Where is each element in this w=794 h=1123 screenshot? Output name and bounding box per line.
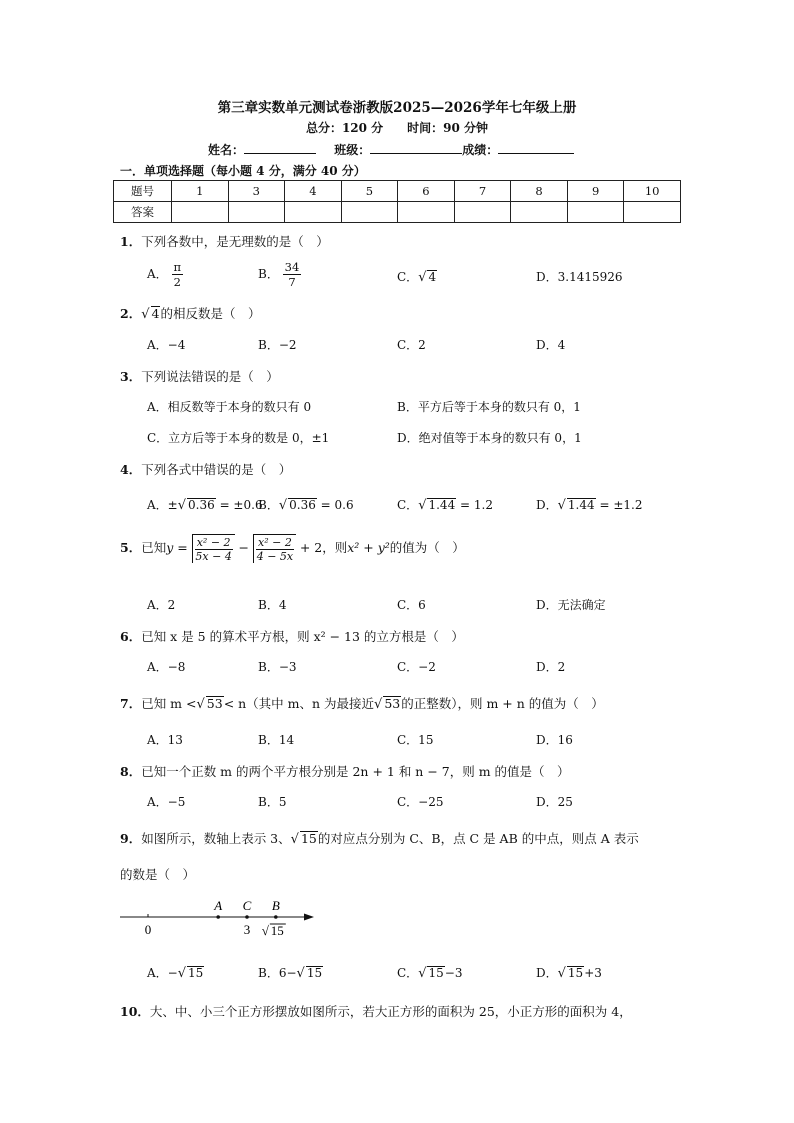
point-a: [216, 915, 220, 919]
expression: x² + y²: [347, 540, 390, 555]
question-stem: 下列各式中错误的是（ ）: [141, 462, 292, 477]
option-7c[interactable]: C．15: [397, 733, 434, 747]
option-value: = ±1.2: [595, 498, 643, 512]
question-stem: 下列说法错误的是（ ）: [141, 369, 279, 384]
radical-sign: √: [290, 832, 299, 847]
question-number: 3．: [120, 369, 142, 384]
denominator: 5x − 4: [195, 550, 232, 563]
option-6d[interactable]: D．2: [536, 660, 566, 674]
minus-sign: −: [238, 540, 250, 555]
option-4b[interactable]: [258, 496, 354, 513]
option-9a[interactable]: [147, 964, 204, 981]
denominator: 2: [173, 275, 181, 289]
question-number-cell: 10: [624, 181, 681, 202]
option-9b[interactable]: [258, 964, 323, 981]
radicand: 4: [151, 306, 160, 321]
option-value: −3: [444, 966, 463, 980]
page-title: 第三章实数单元测试卷浙教版2025—2026学年七年级上册: [217, 100, 577, 116]
radical-sign: √: [374, 697, 383, 712]
radical-sign: √: [177, 966, 187, 981]
option-4c[interactable]: [397, 496, 493, 513]
numerator: 34: [284, 260, 300, 274]
radical-sign: √: [418, 270, 427, 285]
question-2: [120, 304, 260, 322]
question-number: 7．: [120, 696, 142, 711]
option-label: A．: [147, 267, 168, 281]
option-value: +3: [584, 966, 602, 980]
table-row: [114, 181, 681, 202]
question-stem: 如图所示，数轴上表示 3、: [141, 831, 291, 846]
option-label: A．−: [147, 966, 178, 980]
question-number-cell: 9: [567, 181, 624, 202]
radicand: 1.44: [428, 498, 456, 512]
answer-cell[interactable]: [398, 202, 455, 223]
option-label: A．±: [147, 498, 178, 512]
option-4a[interactable]: [147, 496, 263, 513]
answer-cell[interactable]: [624, 202, 681, 223]
label-origin: 0: [144, 922, 152, 937]
option-label: B．: [258, 267, 279, 281]
radicand: 0.36: [289, 498, 316, 512]
grade-label: 成绩：: [462, 143, 499, 157]
point-b: [274, 915, 278, 919]
sqrt-fraction-1: [192, 534, 235, 563]
option-3c[interactable]: C．立方后等于本身的数是 0，±1: [147, 431, 330, 445]
numerator: x² − 2: [196, 536, 231, 549]
option-label: D．: [536, 966, 558, 980]
plus-term: + 2: [299, 540, 323, 555]
radicand: 15: [270, 923, 284, 938]
question-number-cell: 8: [511, 181, 568, 202]
question-9: [120, 829, 639, 847]
numerator: x² − 2: [258, 536, 292, 549]
fraction: [283, 260, 302, 289]
table-row: [114, 202, 681, 223]
number-line-figure: [118, 893, 320, 943]
radical-sign: √: [418, 966, 427, 981]
question-stem: ，则: [322, 540, 348, 555]
option-8d[interactable]: D．25: [536, 795, 573, 809]
radicand: 53: [384, 696, 401, 711]
radicand: 15: [188, 966, 204, 980]
arrow-icon: [304, 914, 314, 921]
answer-cell[interactable]: [285, 202, 342, 223]
question-stem: 的相反数是（ ）: [160, 306, 261, 321]
fraction: [172, 260, 184, 289]
label-c: C: [242, 898, 252, 913]
name-label: 姓名：: [208, 143, 245, 157]
denominator: 7: [288, 275, 296, 289]
label-a: A: [214, 898, 223, 913]
question-3: [120, 367, 279, 385]
question-stem: 大、中、小三个正方形摆放如图所示，若大正方形的面积为 25，小正方形的面积为 4，: [149, 1004, 632, 1019]
question-number: 4．: [120, 462, 142, 477]
numerator: π: [173, 260, 182, 274]
option-5b[interactable]: B．4: [258, 598, 287, 612]
option-8b[interactable]: B．5: [258, 795, 287, 809]
label-sqrt15: [262, 923, 286, 938]
radicand: 15: [306, 966, 323, 980]
radicand: 53: [206, 696, 223, 711]
option-label: D．: [536, 498, 558, 512]
radicand: 15: [428, 966, 444, 980]
option-label: B．6−: [258, 966, 297, 980]
question-number-cell: 4: [285, 181, 342, 202]
question-number-cell: 1: [172, 181, 229, 202]
question-number-cell: 3: [228, 181, 285, 202]
option-5d[interactable]: D．无法确定: [536, 598, 606, 612]
radicand: 4: [428, 270, 437, 284]
option-3b[interactable]: B．平方后等于本身的数只有 0，1: [397, 400, 581, 414]
question-8: [120, 762, 570, 780]
option-9d[interactable]: [536, 964, 602, 981]
answer-cell[interactable]: [341, 202, 398, 223]
option-1c[interactable]: [397, 268, 437, 285]
table-header-cell: 题号: [114, 181, 172, 202]
option-2b[interactable]: B．−2: [258, 338, 297, 352]
answer-cell[interactable]: [454, 202, 511, 223]
question-stem: 已知一个正数 m 的两个平方根分别是 2n + 1 和 n − 7，则 m 的值是（ ）: [141, 764, 570, 779]
option-4d[interactable]: [536, 496, 642, 513]
fraction: [195, 536, 233, 563]
radicand: 15: [567, 966, 584, 980]
option-7b[interactable]: B．14: [258, 733, 295, 747]
table-header-cell: 答案: [114, 202, 172, 223]
equation-lhs: y =: [166, 540, 188, 555]
radicand: 1.44: [567, 498, 595, 512]
option-value: = 1.2: [456, 498, 493, 512]
question-number-cell: 6: [398, 181, 455, 202]
question-number-cell: 7: [454, 181, 511, 202]
question-7: [120, 694, 604, 712]
question-number: 9．: [120, 831, 142, 846]
question-number: 1．: [120, 234, 142, 249]
question-stem: 已知 m <: [141, 696, 197, 711]
option-2d[interactable]: D．4: [536, 338, 566, 352]
question-4: [120, 460, 291, 478]
question-10: [120, 1002, 632, 1020]
answer-cell[interactable]: [567, 202, 624, 223]
question-6: [120, 627, 464, 645]
student-info: [208, 141, 588, 158]
option-5c[interactable]: C．6: [397, 598, 426, 612]
option-8c[interactable]: C．−25: [397, 795, 444, 809]
question-stem: 的正整数），则 m + n 的值为（ ）: [401, 696, 604, 711]
radical-sign: √: [141, 307, 150, 322]
option-2c[interactable]: C．2: [397, 338, 426, 352]
question-stem: 已知: [141, 540, 167, 555]
option-6b[interactable]: B．−3: [258, 660, 297, 674]
section-title: 一．单项选择题（每小题 4 分，满分 40 分）: [120, 164, 366, 178]
radical-sign: √: [557, 498, 566, 513]
option-6c[interactable]: C．−2: [397, 660, 436, 674]
answer-cell[interactable]: [511, 202, 568, 223]
label-b: B: [271, 898, 280, 913]
option-7a[interactable]: A．13: [147, 733, 183, 747]
option-2a[interactable]: A．−4: [147, 338, 186, 352]
question-number-cell: 5: [341, 181, 398, 202]
question-number: 6．: [120, 629, 142, 644]
question-number: 8．: [120, 764, 142, 779]
question-stem: < n（其中 m、n 为最接近: [223, 696, 375, 711]
question-number: 2．: [120, 306, 142, 321]
question-stem: 的值为（ ）: [389, 540, 465, 555]
option-7d[interactable]: D．16: [536, 733, 573, 747]
radical-sign: √: [278, 498, 288, 513]
option-value: = ±0.6: [215, 498, 263, 512]
option-label: C．: [397, 966, 419, 980]
grade-blank[interactable]: [498, 141, 574, 154]
option-3d[interactable]: D．绝对值等于本身的数只有 0，1: [397, 431, 582, 445]
radical-sign: √: [196, 697, 205, 712]
answer-table: [113, 180, 681, 223]
point-c: [245, 915, 249, 919]
option-3a[interactable]: A．相反数等于本身的数只有 0: [147, 400, 312, 414]
option-8a[interactable]: A．−5: [147, 795, 186, 809]
class-label: 班级：: [334, 143, 371, 157]
question-stem: 的对应点分别为 C、B，点 C 是 AB 的中点，则点 A 表示: [317, 831, 639, 846]
denominator: 4 − 5x: [256, 550, 294, 563]
option-label: C．: [397, 270, 419, 284]
radicand: 15: [300, 831, 317, 846]
question-5: [120, 534, 465, 563]
label-three: 3: [243, 922, 251, 937]
radical-sign: √: [261, 923, 269, 938]
option-6a[interactable]: A．−8: [147, 660, 186, 674]
option-label: B．: [258, 498, 279, 512]
name-blank[interactable]: [244, 141, 316, 154]
score-time: 总分：120 分 时间：90 分钟: [305, 121, 489, 135]
question-number: 5．: [120, 540, 142, 555]
class-blank[interactable]: [370, 141, 462, 154]
option-5a[interactable]: A．2: [147, 598, 176, 612]
sqrt-fraction-2: [253, 534, 296, 563]
question-number: 10．: [120, 1004, 150, 1019]
radical-sign: √: [177, 498, 187, 513]
option-1d[interactable]: D．3.1415926: [536, 270, 623, 284]
question-stem: 下列各数中，是无理数的是（ ）: [141, 234, 329, 249]
radical-sign: √: [557, 966, 566, 981]
question-9-line2: 的数是（ ）: [120, 867, 196, 882]
option-label: C．: [397, 498, 419, 512]
radical-sign: √: [296, 966, 305, 981]
question-1: [120, 232, 329, 250]
question-stem: 已知 x 是 5 的算术平方根，则 x² − 13 的立方根是（ ）: [141, 629, 464, 644]
option-value: = 0.6: [316, 498, 354, 512]
radicand: 0.36: [188, 498, 215, 512]
option-1a[interactable]: [147, 260, 183, 289]
fraction: [256, 536, 294, 563]
option-9c[interactable]: [397, 964, 462, 981]
answer-cell[interactable]: [228, 202, 285, 223]
option-1b[interactable]: [258, 260, 301, 289]
answer-cell[interactable]: [172, 202, 229, 223]
radical-sign: √: [418, 498, 427, 513]
